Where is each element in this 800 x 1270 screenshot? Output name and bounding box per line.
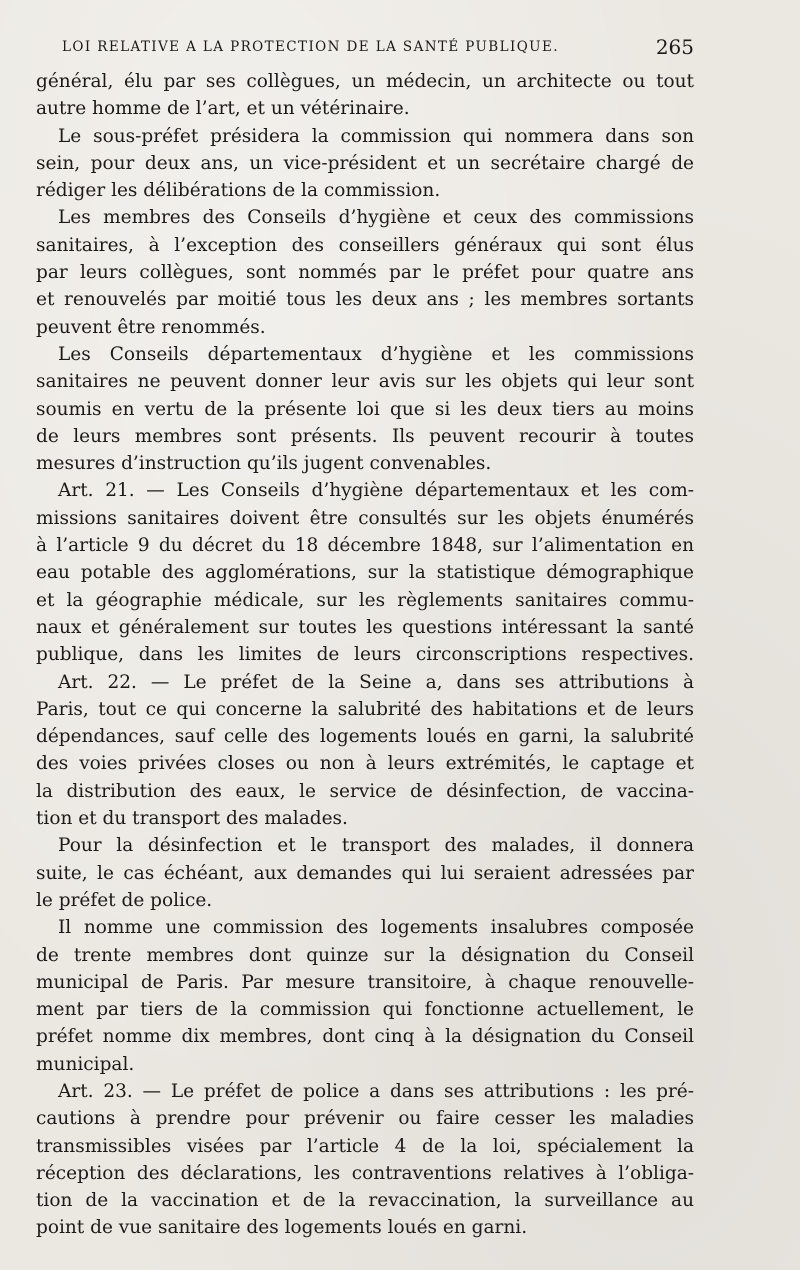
text-line: sanitaires ne peuvent donner leur avis sur les objets qui leur sont (36, 371, 694, 393)
text-line: Le sous-préfet présidera la commission qui nommera dans son (58, 125, 694, 147)
text-line: eau potable des agglomérations, sur la statistique démographique (36, 562, 694, 584)
text-line: préfet nomme dix membres, dont cinq à la désignation du Conseil (36, 1026, 694, 1048)
text-line: suite, le cas échéant, aux demandes qui lui seraient adressées par (36, 862, 694, 884)
text-line: Paris, tout ce qui concerne la salubrité des habitations et de leurs (36, 698, 694, 720)
text-line: par leurs collègues, sont nommés par le préfet pour quatre ans (36, 262, 694, 284)
text-line: soumis en vertu de la présente loi que si les deux tiers au moins (36, 398, 694, 420)
text-line: transmissibles visées par l’article 4 de la loi, spécialement la (36, 1135, 694, 1157)
page-number: 265 (655, 35, 694, 59)
text-line: publique, dans les limites de leurs circonscriptions respectives. (36, 644, 694, 666)
running-header (62, 36, 694, 58)
text-line: naux et généralement sur toutes les questions intéressant la santé (36, 616, 694, 638)
text-line: mesures d’instruction qu’ils jugent convenables. (36, 453, 492, 475)
text-line: Art. 23. — Le préfet de police a dans ses attributions : les pré- (58, 1080, 694, 1102)
text-line: missions sanitaires doivent être consultés sur les objets énumérés (36, 507, 694, 529)
text-line: sein, pour deux ans, un vice-président et un secrétaire chargé de (36, 152, 694, 174)
text-line: point de vue sanitaire des logements loués en garni. (36, 1217, 528, 1239)
text-line: cautions à prendre pour prévenir ou faire cesser les maladies (36, 1108, 694, 1130)
text-line: de leurs membres sont présents. Ils peuvent recourir à toutes (36, 425, 694, 447)
text-line: réception des déclarations, les contraventions relatives à l’obliga- (36, 1162, 694, 1184)
text-line: autre homme de l’art, et un vétérinaire. (36, 98, 410, 120)
body-text (36, 68, 694, 1242)
text-line: municipal de Paris. Par mesure transitoire, à chaque renouvelle- (36, 971, 694, 993)
text-line: Pour la désinfection et le transport des malades, il donnera (58, 835, 694, 857)
running-title: LOI RELATIVE A LA PROTECTION DE LA SANTÉ PUBLIQUE. (62, 39, 559, 55)
text-line: des voies privées closes ou non à leurs extrémités, le captage et (36, 753, 694, 775)
text-line: dépendances, sauf celle des logements loués en garni, la salubrité (36, 726, 694, 748)
text-line: et renouvelés par moitié tous les deux ans ; les membres sortants (36, 289, 694, 311)
text-line: rédiger les délibérations de la commission. (36, 180, 441, 202)
text-line: sanitaires, à l’exception des conseillers généraux qui sont élus (36, 234, 694, 256)
text-line: et la géographie médicale, sur les règlements sanitaires commu- (36, 589, 694, 611)
text-line: peuvent être renommés. (36, 316, 266, 338)
text-line: Les membres des Conseils d’hygiène et ceux des commissions (58, 207, 694, 229)
text-line: la distribution des eaux, le service de désinfection, de vaccina- (36, 780, 694, 802)
text-line: ment par tiers de la commission qui fonctionne actuellement, le (36, 999, 694, 1021)
text-line: Art. 21. — Les Conseils d’hygiène départementaux et les com- (58, 480, 694, 502)
text-line: Art. 22. — Le préfet de la Seine a, dans ses attributions à (58, 671, 694, 693)
text-line: à l’article 9 du décret du 18 décembre 1848, sur l’alimentation en (36, 535, 694, 557)
text-line: tion de la vaccination et de la revaccination, la surveillance au (36, 1190, 694, 1212)
text-line: Les Conseils départementaux d’hygiène et les commissions (58, 343, 694, 365)
text-line: tion et du transport des malades. (36, 808, 348, 830)
text-line: de trente membres dont quinze sur la désignation du Conseil (36, 944, 694, 966)
text-line: Il nomme une commission des logements insalubres composée (58, 917, 694, 939)
text-line: le préfet de police. (36, 889, 213, 911)
text-line: général, élu par ses collègues, un médecin, un architecte ou tout (36, 71, 694, 92)
text-line: municipal. (36, 1053, 135, 1075)
